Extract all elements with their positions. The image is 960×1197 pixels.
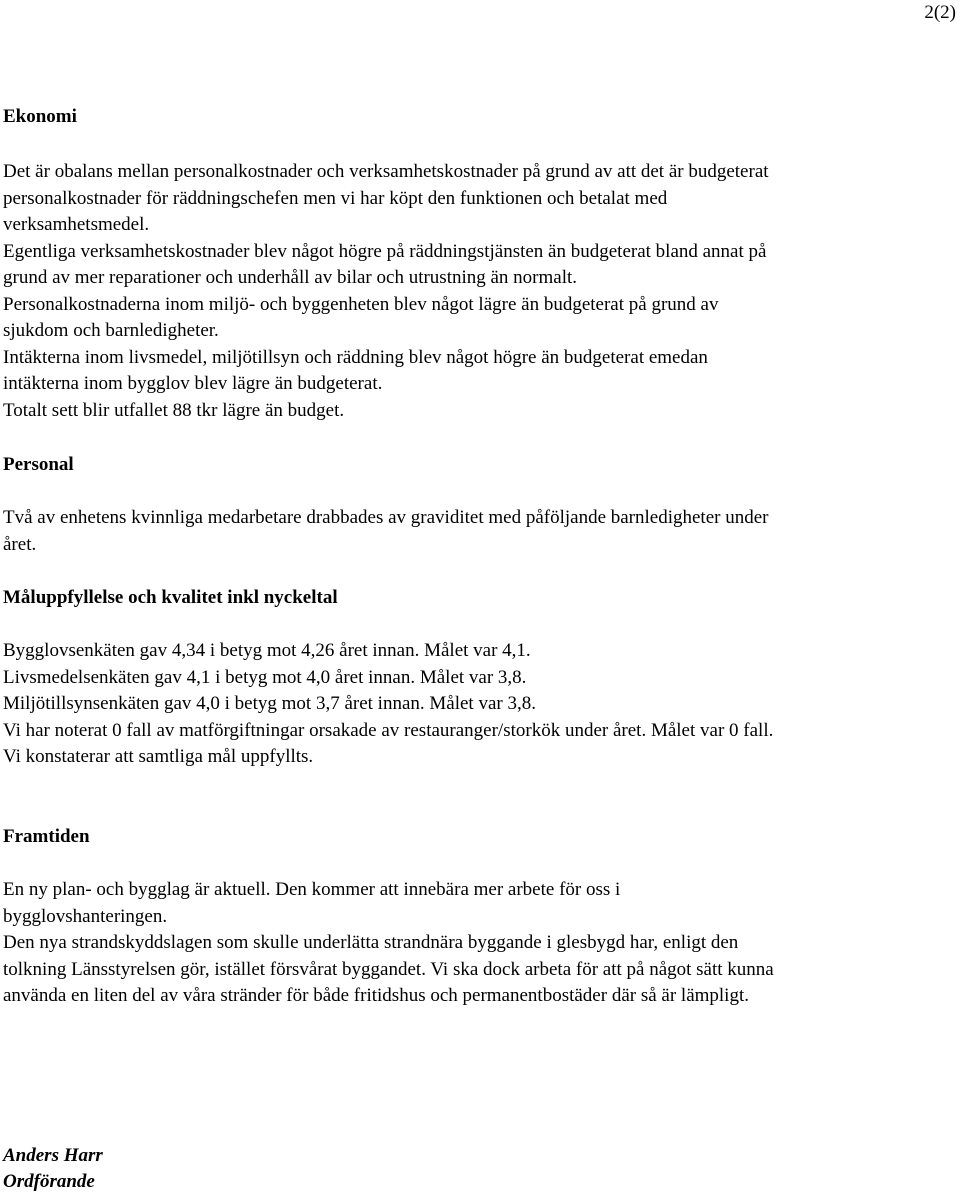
page-number: 2(2) [924,2,956,23]
paragraph-line: Det är obalans mellan personalkostnader och verksamhetskostnader på grund av att det är budgeterat [3,161,769,182]
paragraph-line: Vi har noterat 0 fall av matförgiftningar orsakade av restauranger/storkök under året. Målet var 0 fall. [3,719,774,741]
section-heading: Framtiden [3,826,90,847]
paragraph-line: Egentliga verksamhetskostnader blev något högre på räddningstjänsten än budgeterat bland annat på [3,240,767,262]
paragraph-line: Totalt sett blir utfallet 88 tkr lägre än budget. [3,399,345,421]
paragraph-line: Miljötillsynsenkäten gav 4,0 i betyg mot 3,7 året innan. Målet var 3,8. [3,693,536,714]
signature-name: Anders Harr [3,1145,103,1166]
paragraph-line: Två av enhetens kvinnliga medarbetare drabbades av graviditet med påföljande barnledigheter under [3,507,769,528]
section-heading: Personal [3,454,74,475]
paragraph-line: bygglovshanteringen. [3,905,168,927]
section-personal [3,452,953,478]
paragraph-line: sjukdom och barnledigheter. [3,320,219,341]
paragraph-line: använda en liten del av våra stränder för både fritidshus och permanentbostäder där så är lämpligt. [3,985,749,1006]
paragraph-line: Den nya strandskyddslagen som skulle underlätta strandnära byggande i glesbygd har, enligt den [3,932,739,953]
paragraph-line: Vi konstaterar att samtliga mål uppfyllts. [3,746,314,767]
paragraph-line: Livsmedelsenkäten gav 4,1 i betyg mot 4,0 året innan. Målet var 3,8. [3,666,527,688]
signature-title: Ordförande [3,1171,95,1192]
section-framtiden-body [3,877,953,1010]
paragraph-line: Bygglovsenkäten gav 4,34 i betyg mot 4,26 året innan. Målet var 4,1. [3,640,531,661]
section-personal-body [3,505,953,558]
paragraph-line: personalkostnader för räddningschefen men vi har köpt den funktionen och betalat med [3,187,668,209]
signature-block [3,1143,953,1195]
paragraph-line: En ny plan- och bygglag är aktuell. Den kommer att innebära mer arbete för oss i [3,879,621,900]
section-maluppfyllelse-body [3,638,953,771]
section-heading: Ekonomi [3,106,77,127]
paragraph-line: verksamhetsmedel. [3,214,150,235]
paragraph-line: Intäkterna inom livsmedel, miljötillsyn och räddning blev något högre än budgeterat emedan [3,346,708,368]
section-heading: Måluppfyllelse och kvalitet inkl nyckeltal [3,587,338,608]
paragraph-line: grund av mer reparationer och underhåll av bilar och utrustning än normalt. [3,267,578,288]
section-framtiden [3,824,953,850]
section-maluppfyllelse [3,585,953,611]
paragraph-line: intäkterna inom bygglov blev lägre än budgeterat. [3,373,383,394]
paragraph-line: Personalkostnaderna inom miljö- och byggenheten blev något lägre än budgeterat på grund av [3,293,719,315]
section-ekonomi-body [3,159,953,424]
section-ekonomi [3,104,953,130]
paragraph-line: året. [3,533,37,555]
paragraph-line: tolkning Länsstyrelsen gör, istället försvårat byggandet. Vi ska dock arbeta för att på något sätt kunna [3,958,774,980]
